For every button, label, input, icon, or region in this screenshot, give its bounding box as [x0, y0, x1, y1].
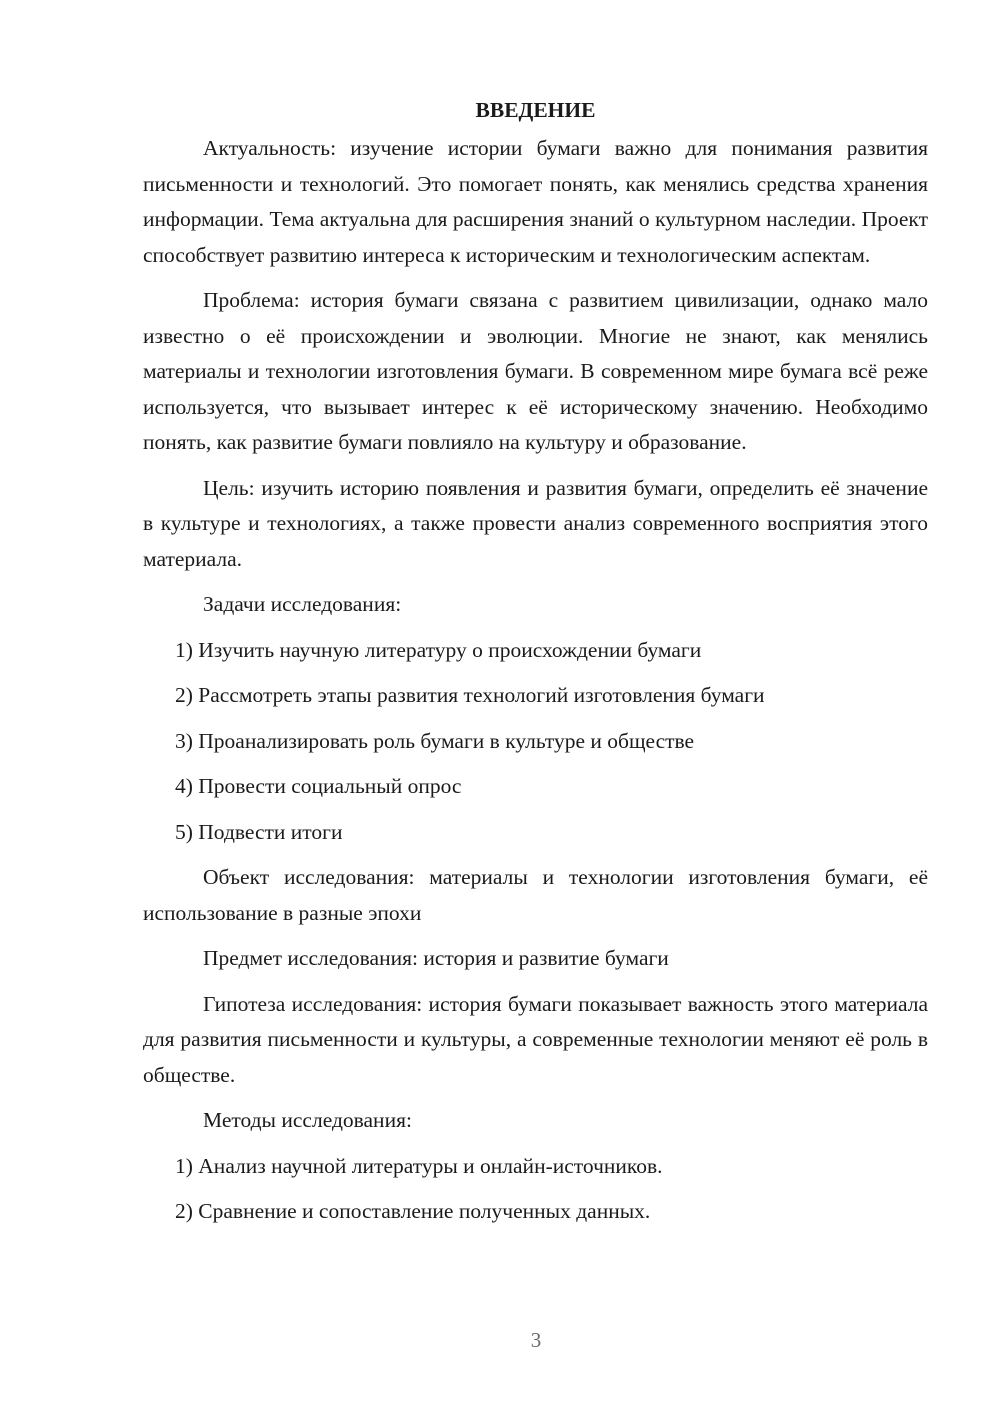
methods-heading: Методы исследования: — [203, 1108, 412, 1132]
list-item: 3) Проанализировать роль бумаги в культуре и обществе — [175, 728, 695, 753]
relevance-paragraph: Актуальность: изучение истории бумаги важно для понимания развития письменности и технологий. Это помогает понять, как менялись средства хранения информации. Тема актуальна для расширения знаний о культурном наследии. Проект способствует развитию интереса к историческим и технологическим аспектам. — [143, 136, 928, 267]
list-item: 1) Анализ научной литературы и онлайн-источников. — [175, 1153, 663, 1178]
list-item: 4) Провести социальный опрос — [175, 774, 462, 798]
object-paragraph: Объект исследования: материалы и технологии изготовления бумаги, её использование в разные эпохи — [143, 865, 928, 925]
problem-paragraph: Проблема: история бумаги связана с развитием цивилизации, однако мало известно о её происхождении и эволюции. Многие не знают, как менялись материалы и технологии изготовления бумаги. В современном мире бумага всё реже используется, что вызывает интерес к её историческому значению. Необходимо понять, как развитие бумаги повлияло на культуру и образование. — [143, 288, 928, 454]
list-item: 2) Сравнение и сопоставление полученных данных. — [175, 1199, 651, 1223]
tasks-heading: Задачи исследования: — [203, 592, 402, 616]
methods-list — [143, 1149, 928, 1230]
goal-paragraph: Цель: изучить историю появления и развития бумаги, определить её значение в культуре и технологиях, а также провести анализ современного восприятия этого материала. — [143, 475, 928, 571]
document-page — [143, 92, 928, 1240]
list-item: 5) Подвести итоги — [175, 819, 343, 844]
subject-paragraph: Предмет исследования: история и развитие бумаги — [203, 946, 669, 970]
hypothesis-paragraph: Гипотеза исследования: история бумаги показывает важность этого материала для развития письменности и культуры, а современные технологии меняют её роль в обществе. — [143, 991, 928, 1087]
tasks-list — [143, 633, 928, 851]
section-title: ВВЕДЕНИЕ — [475, 98, 596, 122]
list-item: 1) Изучить научную литературу о происхождении бумаги — [175, 637, 702, 662]
page-number: 3 — [530, 1328, 542, 1352]
list-item: 2) Рассмотреть этапы развития технологий изготовления бумаги — [175, 683, 765, 707]
